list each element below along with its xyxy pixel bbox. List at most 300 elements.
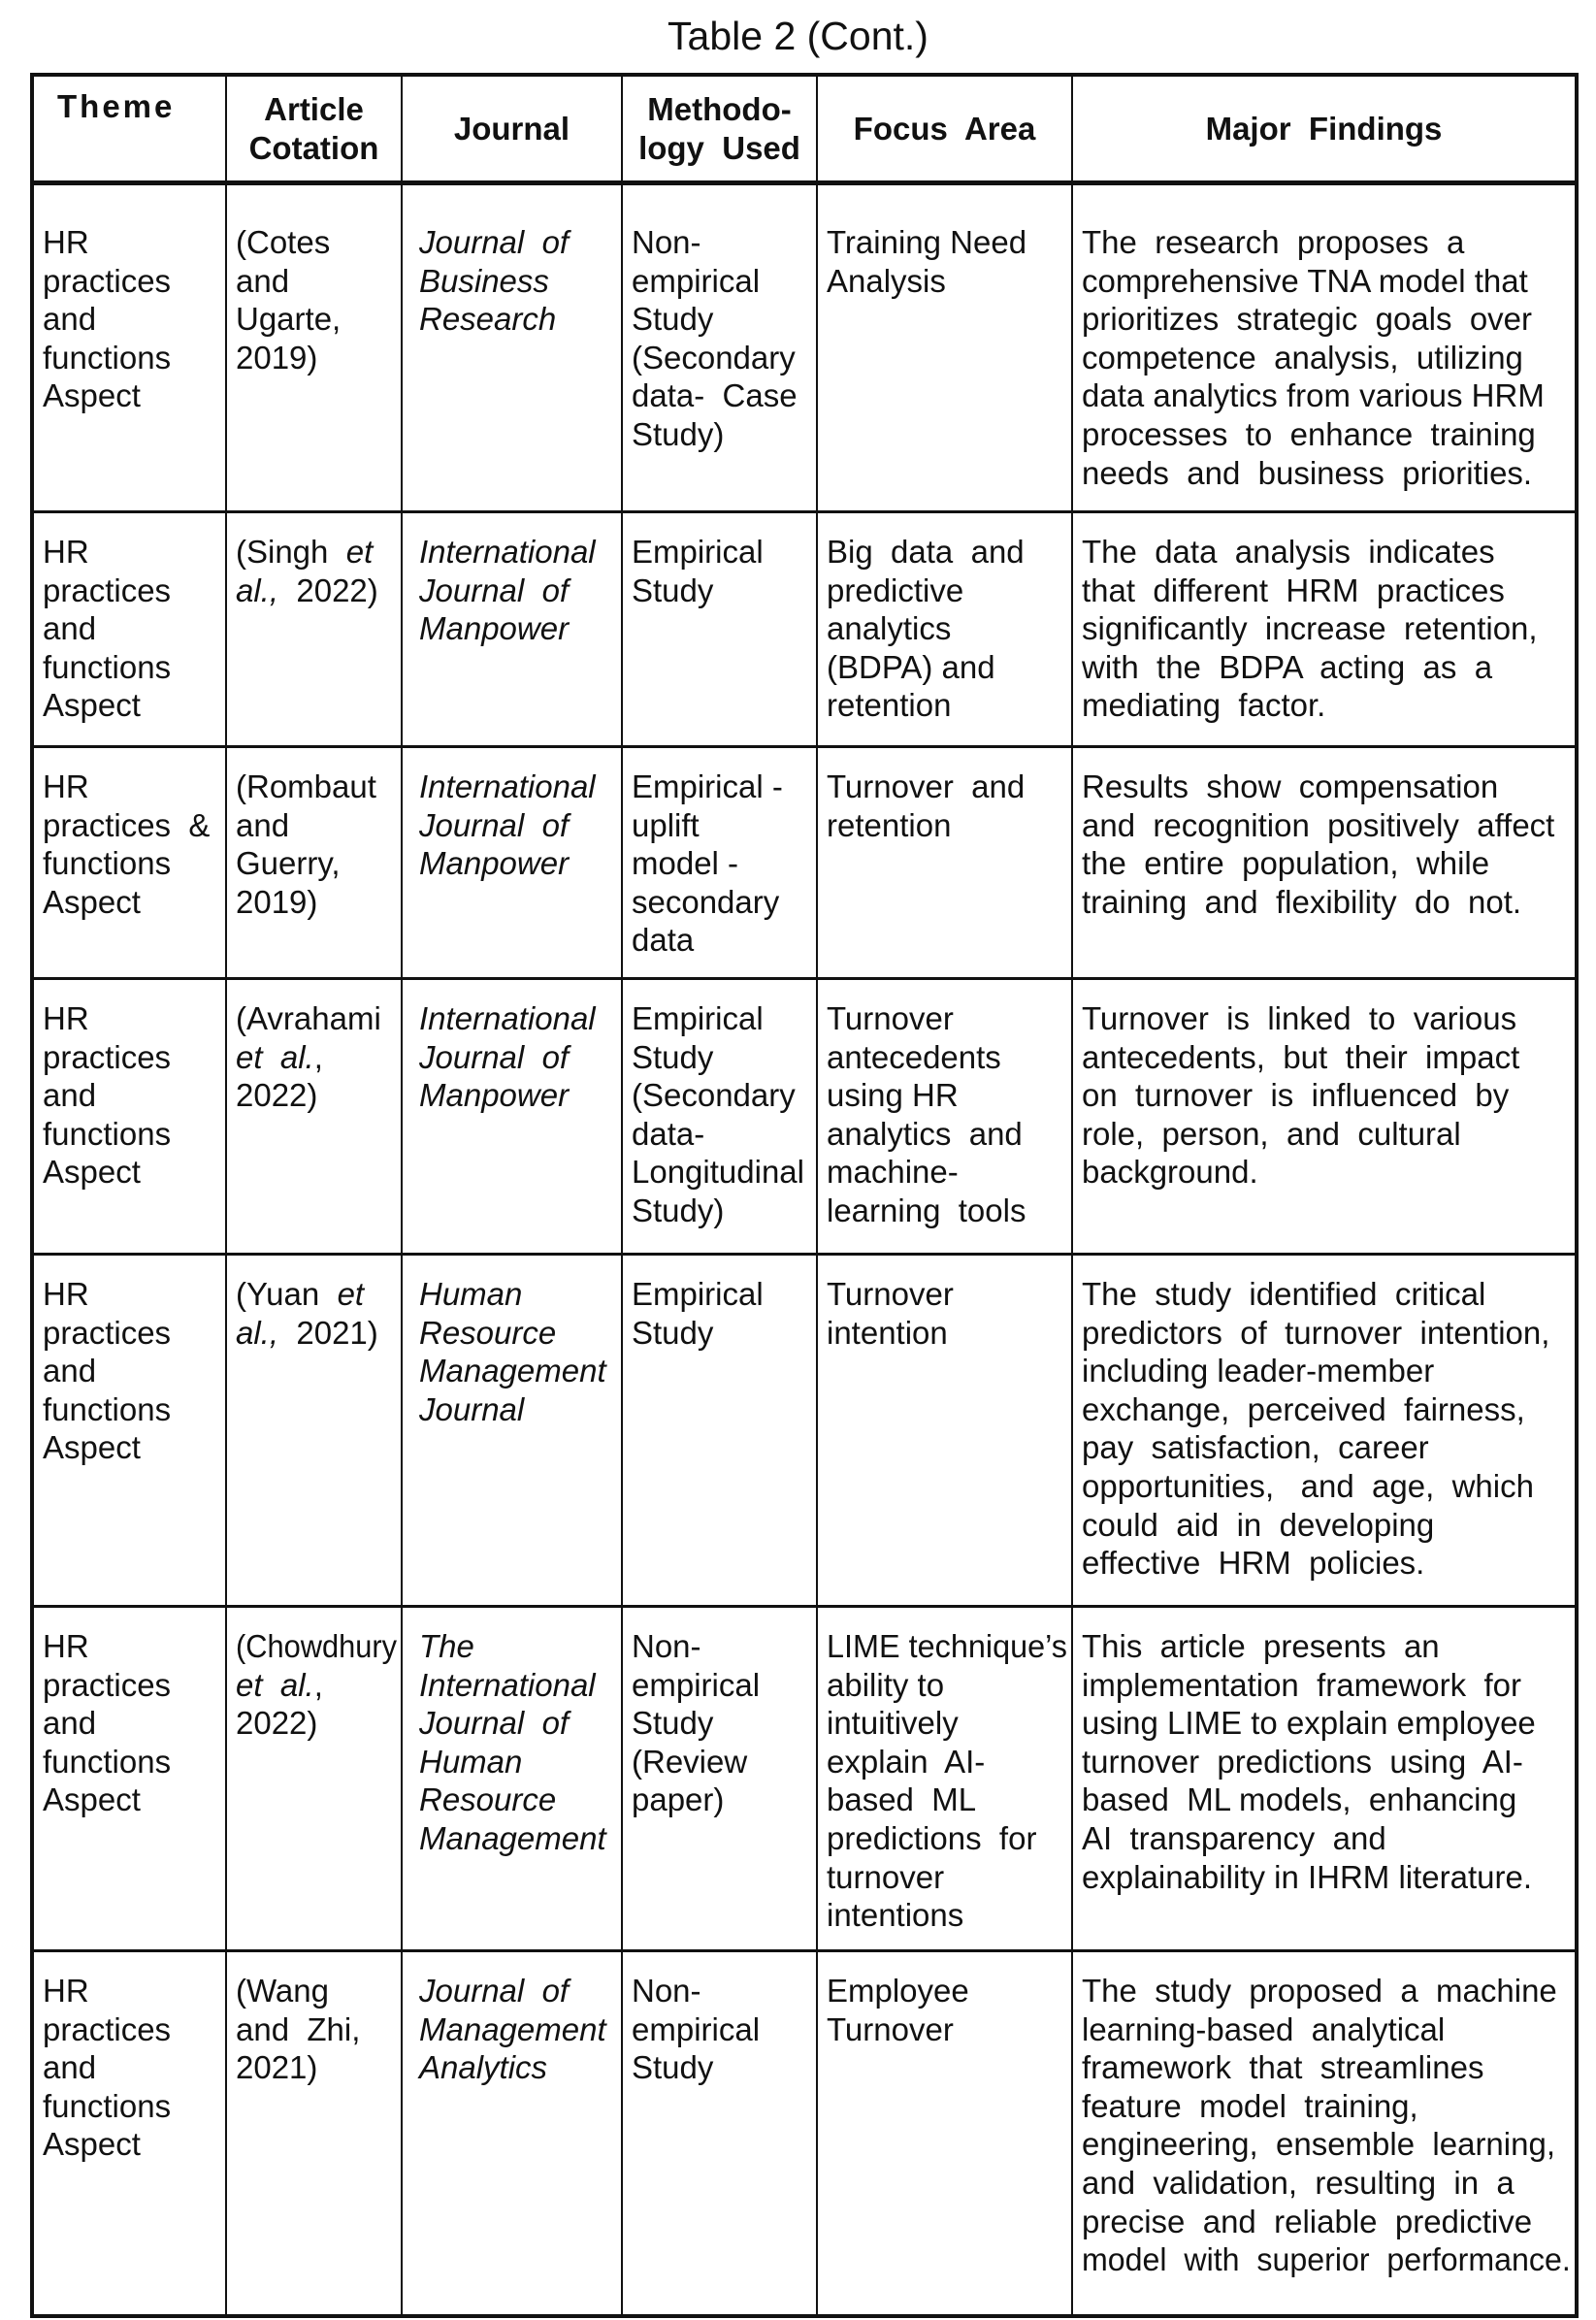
findings-line xyxy=(1082,2240,1571,2279)
findings-line xyxy=(1082,844,1571,883)
findings-line xyxy=(1082,883,1571,922)
focus-content xyxy=(818,1256,1071,1359)
cell-focus xyxy=(817,1255,1072,1607)
methodology-line xyxy=(632,262,812,301)
text-segment: (Avrahami xyxy=(236,1000,381,1036)
journal-line xyxy=(419,1704,617,1743)
focus-line xyxy=(827,1819,1067,1858)
table-row xyxy=(32,512,1577,747)
journal-content xyxy=(403,185,621,346)
theme-line xyxy=(43,2048,221,2087)
citation-content xyxy=(227,1256,401,1359)
journal-line xyxy=(419,1076,617,1115)
cell-methodology xyxy=(622,1951,817,2316)
theme-line xyxy=(43,1115,221,1154)
theme-line xyxy=(43,1153,221,1192)
citation-content xyxy=(227,185,401,384)
findings-line xyxy=(1082,1506,1571,1545)
findings-line-text: prioritizes strategic goals over xyxy=(1082,301,1533,338)
journal-line-text: Journal of xyxy=(419,224,570,260)
journal-line xyxy=(419,1390,617,1429)
citation-line xyxy=(236,883,397,922)
cell-journal xyxy=(402,1255,622,1607)
methodology-content xyxy=(623,1256,816,1359)
findings-line xyxy=(1082,2087,1571,2126)
theme-line-text: practices xyxy=(43,2010,172,2047)
findings-line-text: The study proposed a machine xyxy=(1082,1973,1557,2009)
methodology-content xyxy=(623,513,816,617)
journal-line xyxy=(419,533,617,572)
theme-content xyxy=(34,1256,225,1475)
cell-citation xyxy=(226,1255,402,1607)
citation-line xyxy=(236,844,397,883)
citation-line-text xyxy=(236,883,317,922)
focus-line-text: explain AI- xyxy=(827,1743,986,1780)
journal-line-text: International xyxy=(419,1000,596,1036)
focus-line xyxy=(827,1704,1067,1743)
focus-content xyxy=(818,1952,1071,2056)
theme-line xyxy=(43,999,221,1038)
theme-line xyxy=(43,1428,221,1467)
cell-focus xyxy=(817,183,1072,512)
text-segment: , xyxy=(313,1038,323,1075)
citation-line-text xyxy=(236,1627,397,1666)
focus-line xyxy=(827,768,1067,806)
theme-line xyxy=(43,2010,221,2049)
theme-line-text: practices xyxy=(43,1666,172,1703)
text-segment: and xyxy=(236,806,290,843)
citation-line xyxy=(236,999,397,1038)
focus-line xyxy=(827,1896,1067,1935)
table-row xyxy=(32,1951,1577,2316)
cell-focus xyxy=(817,1951,1072,2316)
findings-line-text: learning-based analytical xyxy=(1082,2010,1446,2047)
citation-line xyxy=(236,533,397,572)
findings-line-text: using LIME to explain employee xyxy=(1082,1705,1536,1742)
journal-line-text: Analytics xyxy=(419,2049,548,2086)
findings-line-text: on turnover is influenced by xyxy=(1082,1077,1510,1114)
cell-theme xyxy=(32,1255,226,1607)
italic-text-segment: et al. xyxy=(236,1666,314,1703)
journal-line-text: Human xyxy=(419,1276,523,1312)
methodology-line-text: empirical xyxy=(632,2010,761,2047)
findings-content xyxy=(1073,748,1575,929)
journal-line xyxy=(419,1972,617,2010)
theme-line-text: and xyxy=(43,610,97,647)
methodology-line xyxy=(632,1275,812,1314)
cell-theme xyxy=(32,979,226,1255)
findings-content xyxy=(1073,513,1575,733)
citation-line-text xyxy=(236,223,330,262)
focus-line-text: retention xyxy=(827,687,952,724)
citation-line-text xyxy=(236,1314,378,1353)
findings-line-text: implementation framework for xyxy=(1082,1666,1521,1703)
findings-line xyxy=(1082,300,1571,339)
focus-line-text: ability to xyxy=(827,1666,945,1703)
findings-content xyxy=(1073,980,1575,1199)
methodology-line xyxy=(632,1076,812,1115)
cell-citation xyxy=(226,979,402,1255)
theme-line xyxy=(43,2087,221,2126)
findings-line xyxy=(1082,1038,1571,1077)
theme-line-text: functions xyxy=(43,648,172,685)
journal-line xyxy=(419,262,617,301)
theme-line-text: practices & xyxy=(43,806,211,843)
theme-line-text: Aspect xyxy=(43,1154,141,1191)
header-methodology-line-2: logy Used xyxy=(638,129,800,166)
focus-line xyxy=(827,1972,1067,2010)
cell-findings xyxy=(1072,979,1577,1255)
journal-line-text: Business xyxy=(419,262,549,299)
cell-findings xyxy=(1072,1607,1577,1951)
methodology-line xyxy=(632,572,812,610)
focus-line xyxy=(827,1314,1067,1353)
journal-line-text: International xyxy=(419,1666,596,1703)
table-row xyxy=(32,747,1577,979)
focus-line xyxy=(827,1627,1067,1666)
citation-line xyxy=(236,300,397,339)
citation-line xyxy=(236,262,397,301)
citation-line xyxy=(236,1275,397,1314)
table-row xyxy=(32,183,1577,512)
methodology-line xyxy=(632,1972,812,2010)
methodology-line xyxy=(632,300,812,339)
theme-line-text: Aspect xyxy=(43,883,141,920)
focus-line-text: Employee xyxy=(827,1973,969,2009)
journal-line-text: Management xyxy=(419,2010,606,2047)
journal-line-text: Journal of xyxy=(419,1973,570,2009)
journal-line-text: Manpower xyxy=(419,845,570,882)
citation-line-text xyxy=(236,999,381,1038)
cell-theme xyxy=(32,183,226,512)
focus-line-text: Turnover xyxy=(827,1276,954,1312)
cell-theme xyxy=(32,1607,226,1951)
methodology-line xyxy=(632,921,812,960)
text-segment: 2019) xyxy=(236,339,318,376)
focus-line-text: Turnover and xyxy=(827,768,1026,804)
findings-line xyxy=(1082,1390,1571,1429)
cell-methodology xyxy=(622,747,817,979)
focus-line-text: intuitively xyxy=(827,1705,959,1742)
theme-line xyxy=(43,883,221,922)
theme-line xyxy=(43,1627,221,1666)
italic-text-segment: et al. xyxy=(236,1038,314,1075)
text-segment: 2022) xyxy=(236,1705,318,1742)
header-major-findings xyxy=(1072,75,1577,183)
findings-line xyxy=(1082,1428,1571,1467)
focus-line xyxy=(827,1275,1067,1314)
findings-line-text: including leader-member xyxy=(1082,1353,1435,1389)
methodology-line-text: secondary xyxy=(632,883,780,920)
focus-content xyxy=(818,185,1071,308)
journal-line-text: Human xyxy=(419,1743,523,1780)
focus-line xyxy=(827,1743,1067,1781)
findings-line xyxy=(1082,2164,1571,2203)
methodology-line xyxy=(632,1666,812,1705)
text-segment: and Zhi, xyxy=(236,2010,361,2047)
header-theme xyxy=(32,75,226,183)
methodology-line-text: Non- xyxy=(632,1628,701,1664)
methodology-line xyxy=(632,1743,812,1781)
focus-line-text: using HR xyxy=(827,1077,959,1114)
theme-line-text: practices xyxy=(43,262,172,299)
findings-line-text: engineering, ensemble learning, xyxy=(1082,2126,1555,2163)
citation-line xyxy=(236,223,397,262)
methodology-line-text: Study) xyxy=(632,1192,725,1228)
citation-line xyxy=(236,806,397,845)
theme-line-text: practices xyxy=(43,572,172,608)
text-segment: (Cotes xyxy=(236,224,331,260)
findings-line-text: pay satisfaction, career xyxy=(1082,1429,1429,1466)
theme-line-text: functions xyxy=(43,339,172,376)
findings-line-text: competence analysis, utilizing xyxy=(1082,339,1523,376)
findings-line-text: background. xyxy=(1082,1154,1258,1191)
table-row xyxy=(32,979,1577,1255)
journal-line xyxy=(419,768,617,806)
cell-citation xyxy=(226,512,402,747)
focus-line-text: Turnover xyxy=(827,1000,954,1036)
cell-journal xyxy=(402,512,622,747)
findings-content xyxy=(1073,1608,1575,1904)
citation-line xyxy=(236,1972,397,2010)
journal-line xyxy=(419,999,617,1038)
cell-findings xyxy=(1072,1255,1577,1607)
citation-line xyxy=(236,1627,397,1666)
header-methodology-line-1: Methodo- xyxy=(647,90,792,127)
cell-journal xyxy=(402,1951,622,2316)
methodology-line-text: Study xyxy=(632,2049,714,2086)
header-methodology xyxy=(622,75,817,183)
theme-line xyxy=(43,1704,221,1743)
findings-line xyxy=(1082,1153,1571,1192)
methodology-line xyxy=(632,415,812,454)
theme-content xyxy=(34,185,225,423)
findings-line-text: model with superior performance. xyxy=(1082,2241,1571,2278)
findings-line-text: processes to enhance training xyxy=(1082,415,1536,452)
cell-citation xyxy=(226,1607,402,1951)
findings-line xyxy=(1082,1076,1571,1115)
theme-line-text: and xyxy=(43,1705,97,1742)
focus-line-text: machine- xyxy=(827,1154,959,1191)
findings-line xyxy=(1082,1743,1571,1781)
cell-focus xyxy=(817,1607,1072,1951)
methodology-line xyxy=(632,376,812,415)
italic-text-segment: al., xyxy=(236,1314,279,1351)
citation-line-text xyxy=(236,768,376,806)
focus-line xyxy=(827,1038,1067,1077)
theme-line-text: Aspect xyxy=(43,377,141,414)
methodology-line-text: paper) xyxy=(632,1781,725,1818)
findings-line-text: Results show compensation xyxy=(1082,768,1499,804)
text-segment: (Singh xyxy=(236,534,346,570)
methodology-content xyxy=(623,1608,816,1827)
cell-theme xyxy=(32,512,226,747)
methodology-line-text: Study xyxy=(632,1038,714,1075)
focus-line-text: antecedents xyxy=(827,1038,1001,1075)
findings-line-text: the entire population, while xyxy=(1082,845,1490,882)
methodology-line-text: empirical xyxy=(632,1666,761,1703)
theme-line xyxy=(43,1314,221,1353)
findings-line-text: with the BDPA acting as a xyxy=(1082,648,1493,685)
methodology-line-text: empirical xyxy=(632,262,761,299)
theme-line-text: Aspect xyxy=(43,687,141,724)
citation-line xyxy=(236,339,397,377)
citation-line-text xyxy=(236,1666,323,1705)
citation-line-text xyxy=(236,844,341,883)
header-article-cotation-line-1: Article xyxy=(264,90,364,127)
focus-content xyxy=(818,1608,1071,1943)
header-focus-area xyxy=(817,75,1072,183)
cell-methodology xyxy=(622,512,817,747)
findings-content xyxy=(1073,1952,1575,2287)
journal-line xyxy=(419,1314,617,1353)
focus-line xyxy=(827,648,1067,687)
findings-line-text: explainability in IHRM literature. xyxy=(1082,1858,1533,1895)
journal-line xyxy=(419,1819,617,1858)
journal-line-text: Journal of xyxy=(419,572,570,608)
findings-line xyxy=(1082,376,1571,415)
theme-line-text: Aspect xyxy=(43,1781,141,1818)
findings-line xyxy=(1082,415,1571,454)
header-theme-label: Theme xyxy=(57,88,176,124)
header-focus-area-label: Focus Area xyxy=(853,110,1036,147)
findings-line-text: needs and business priorities. xyxy=(1082,454,1533,491)
citation-line-text xyxy=(236,1704,317,1743)
journal-line-text: Resource xyxy=(419,1781,557,1818)
table-title: Table 2 (Cont.) xyxy=(668,14,928,58)
header-row xyxy=(32,75,1577,183)
focus-line xyxy=(827,686,1067,725)
findings-line-text: The study identified critical xyxy=(1082,1276,1486,1312)
focus-content xyxy=(818,980,1071,1238)
journal-line xyxy=(419,1666,617,1705)
theme-content xyxy=(34,980,225,1199)
theme-line-text: and xyxy=(43,2049,97,2086)
citation-line-text xyxy=(236,533,373,572)
focus-line xyxy=(827,1115,1067,1154)
theme-line-text: functions xyxy=(43,1743,172,1780)
focus-line xyxy=(827,1858,1067,1897)
findings-line xyxy=(1082,768,1571,806)
theme-line-text: functions xyxy=(43,2087,172,2124)
citation-line-text xyxy=(236,2010,360,2049)
focus-line xyxy=(827,1781,1067,1819)
cell-journal xyxy=(402,747,622,979)
citation-line xyxy=(236,2010,397,2049)
findings-line-text: based ML models, enhancing xyxy=(1082,1781,1517,1818)
journal-line-text: Manpower xyxy=(419,610,570,647)
table-header xyxy=(32,75,1577,183)
cell-citation xyxy=(226,183,402,512)
cell-methodology xyxy=(622,183,817,512)
methodology-content xyxy=(623,1952,816,2095)
findings-line xyxy=(1082,339,1571,377)
citation-content xyxy=(227,1608,401,1750)
findings-line-text: that different HRM practices xyxy=(1082,572,1505,608)
findings-line-text: exchange, perceived fairness, xyxy=(1082,1390,1525,1427)
findings-line-text: feature model training, xyxy=(1082,2087,1418,2124)
findings-line xyxy=(1082,572,1571,610)
journal-line xyxy=(419,1781,617,1819)
findings-line-text: training and flexibility do not. xyxy=(1082,883,1522,920)
methodology-line xyxy=(632,1781,812,1819)
theme-line-text: HR xyxy=(43,1628,89,1664)
header-journal xyxy=(402,75,622,183)
findings-line xyxy=(1082,1627,1571,1666)
findings-line-text: mediating factor. xyxy=(1082,687,1326,724)
methodology-line-text: Non- xyxy=(632,1973,701,2009)
journal-line-text: Manpower xyxy=(419,1077,570,1114)
journal-line-text: International xyxy=(419,534,596,570)
findings-line xyxy=(1082,999,1571,1038)
methodology-content xyxy=(623,980,816,1238)
citation-content xyxy=(227,513,401,617)
text-segment: Ugarte, xyxy=(236,301,342,338)
methodology-line-text: Study xyxy=(632,572,714,608)
findings-line-text: role, person, and cultural xyxy=(1082,1115,1461,1152)
findings-line-text: Turnover is linked to various xyxy=(1082,1000,1517,1036)
theme-line-text: functions xyxy=(43,845,172,882)
methodology-line xyxy=(632,2048,812,2087)
journal-content xyxy=(403,980,621,1123)
findings-line-text: predictors of turnover intention, xyxy=(1082,1314,1550,1351)
methodology-line xyxy=(632,1192,812,1230)
findings-line xyxy=(1082,2048,1571,2087)
cell-findings xyxy=(1072,747,1577,979)
text-segment: 2022) xyxy=(236,1077,318,1114)
theme-line-text: functions xyxy=(43,1115,172,1152)
journal-line xyxy=(419,844,617,883)
citation-line-text xyxy=(236,1038,323,1077)
findings-line-text: data analytics from various HRM xyxy=(1082,377,1545,414)
theme-line-text: HR xyxy=(43,224,89,260)
focus-line-text: intentions xyxy=(827,1897,964,1934)
journal-line xyxy=(419,1275,617,1314)
citation-line xyxy=(236,768,397,806)
focus-line xyxy=(827,999,1067,1038)
theme-line xyxy=(43,1666,221,1705)
journal-line-text: Resource xyxy=(419,1314,557,1351)
methodology-line-text: (Secondary xyxy=(632,1077,796,1114)
text-segment: 2019) xyxy=(236,883,318,920)
methodology-line-text: data- xyxy=(632,1115,705,1152)
theme-line-text: HR xyxy=(43,1000,89,1036)
focus-line xyxy=(827,609,1067,648)
findings-line-text: and validation, resulting in a xyxy=(1082,2164,1515,2201)
focus-line-text: predictive xyxy=(827,572,964,608)
journal-line xyxy=(419,572,617,610)
methodology-line xyxy=(632,223,812,262)
theme-line-text: HR xyxy=(43,534,89,570)
focus-line xyxy=(827,2010,1067,2049)
text-segment: 2021) xyxy=(236,2049,318,2086)
journal-line-text: Management xyxy=(419,1819,606,1856)
literature-table xyxy=(30,73,1579,2318)
focus-line xyxy=(827,1153,1067,1192)
methodology-line xyxy=(632,768,812,806)
theme-line xyxy=(43,1743,221,1781)
journal-content xyxy=(403,1608,621,1866)
focus-line-text: Analysis xyxy=(827,262,946,299)
citation-line xyxy=(236,2048,397,2087)
cell-journal xyxy=(402,1607,622,1951)
text-segment: (Wang xyxy=(236,1973,329,2009)
focus-line xyxy=(827,223,1067,262)
focus-line-text: predictions for xyxy=(827,1819,1037,1856)
focus-line xyxy=(827,806,1067,845)
findings-line xyxy=(1082,1819,1571,1858)
citation-line-text xyxy=(236,1275,364,1314)
